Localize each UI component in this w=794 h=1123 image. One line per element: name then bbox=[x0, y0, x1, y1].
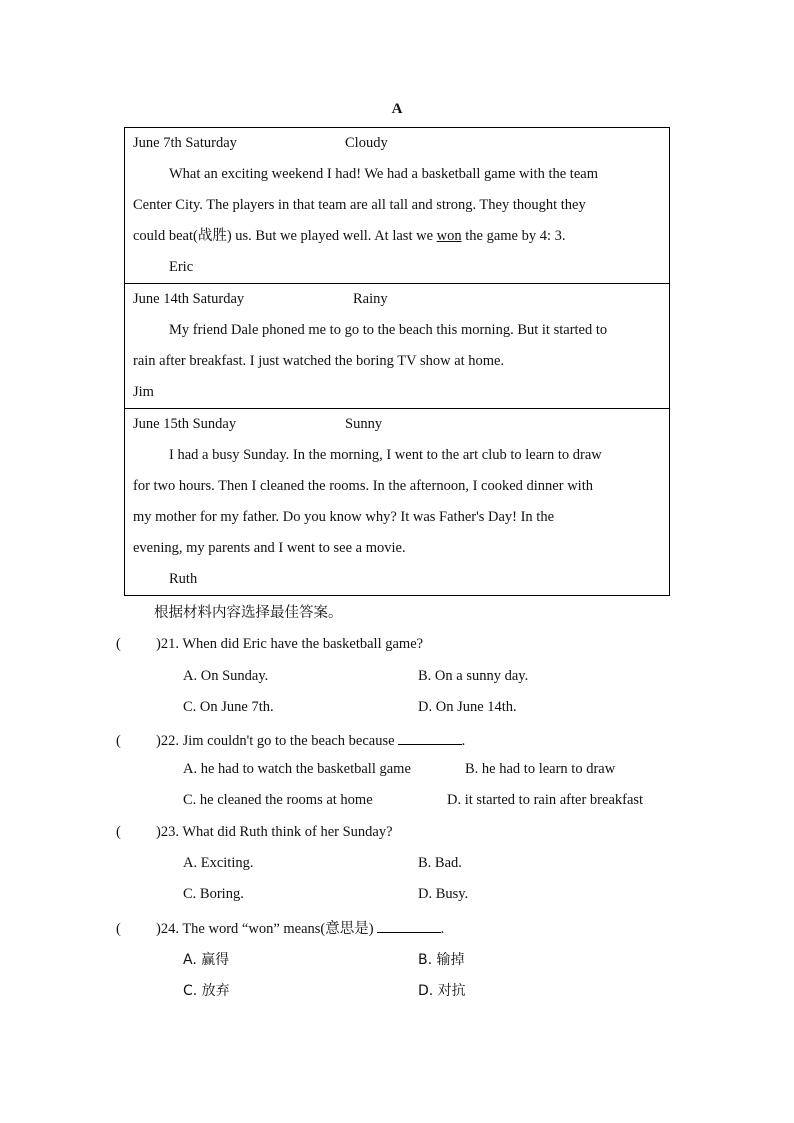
question-text: )22. Jim couldn't go to the beach because bbox=[156, 733, 395, 749]
entry-date: June 14th Saturday bbox=[133, 291, 245, 307]
answer-bracket: ( bbox=[116, 824, 121, 840]
question-23 bbox=[116, 824, 393, 841]
question-24 bbox=[116, 917, 444, 938]
entry-text-line: rain after breakfast. I just watched the boring TV show at home. bbox=[133, 353, 505, 369]
entry-weather: Rainy bbox=[353, 291, 388, 307]
diary-entry-ruth bbox=[125, 408, 669, 595]
entry-text-line: Center City. The players in that team are all tall and strong. They thought they bbox=[133, 197, 586, 213]
option-b: B. he had to learn to draw bbox=[465, 761, 616, 777]
instruction: 根据材料内容选择最佳答案。 bbox=[154, 605, 343, 621]
option-c: C. he cleaned the rooms at home bbox=[183, 792, 373, 808]
entry-text-line: I had a busy Sunday. In the morning, I went to the art club to learn to draw bbox=[169, 447, 602, 463]
option-c: C. 放弃 bbox=[183, 983, 230, 999]
option-b: B. On a sunny day. bbox=[418, 668, 529, 684]
entry-text-line: My friend Dale phoned me to go to the beach this morning. But it started to bbox=[169, 322, 608, 338]
section-letter: A bbox=[391, 101, 403, 117]
entry-text-fragment: could beat(战胜) us. But we played well. At last we bbox=[133, 228, 434, 244]
diary-entry-jim bbox=[125, 283, 669, 408]
option-b: B. 输掉 bbox=[418, 952, 465, 968]
entry-text-line: for two hours. Then I cleaned the rooms. In the afternoon, I cooked dinner with bbox=[133, 478, 593, 494]
option-c: C. Boring. bbox=[183, 886, 244, 902]
option-a: A. he had to watch the basketball game bbox=[183, 761, 411, 777]
option-a: A. 赢得 bbox=[183, 952, 230, 968]
entry-weather: Sunny bbox=[345, 416, 383, 432]
underlined-word-won: won bbox=[436, 228, 462, 244]
question-tail: . bbox=[440, 921, 445, 937]
question-22 bbox=[116, 730, 465, 750]
entry-text-line bbox=[133, 221, 661, 252]
entry-header bbox=[133, 284, 661, 315]
option-d: D. On June 14th. bbox=[418, 699, 517, 715]
option-a: A. On Sunday. bbox=[183, 668, 269, 684]
question-text: )21. When did Eric have the basketball game? bbox=[156, 636, 424, 652]
entry-weather: Cloudy bbox=[345, 135, 388, 151]
option-d: D. 对抗 bbox=[418, 983, 466, 999]
answer-bracket: ( bbox=[116, 733, 121, 749]
entry-header bbox=[133, 128, 661, 159]
entry-text-fragment: the game by 4: 3. bbox=[465, 228, 566, 244]
entry-signature: Ruth bbox=[169, 571, 198, 587]
answer-bracket: ( bbox=[116, 921, 121, 937]
question-text: )24. The word “won” means(意思是) bbox=[156, 921, 374, 937]
option-d: D. Busy. bbox=[418, 886, 469, 902]
question-tail: . bbox=[461, 733, 466, 749]
entry-date: June 7th Saturday bbox=[133, 135, 237, 151]
option-b: B. Bad. bbox=[418, 855, 462, 871]
option-c: C. On June 7th. bbox=[183, 699, 274, 715]
entry-signature: Eric bbox=[169, 259, 194, 275]
entry-signature: Jim bbox=[133, 384, 154, 400]
entry-text-line: What an exciting weekend I had! We had a basketball game with the team bbox=[169, 166, 598, 182]
question-text: )23. What did Ruth think of her Sunday? bbox=[156, 824, 393, 840]
entry-date: June 15th Sunday bbox=[133, 416, 237, 432]
entry-text-line: my mother for my father. Do you know why? It was Father's Day! In the bbox=[133, 509, 555, 525]
entry-header bbox=[133, 409, 661, 440]
answer-bracket: ( bbox=[116, 636, 121, 652]
answer-blank bbox=[398, 730, 462, 745]
diary-table bbox=[124, 127, 670, 596]
entry-text-line: evening, my parents and I went to see a movie. bbox=[133, 540, 406, 556]
option-d: D. it started to rain after breakfast bbox=[447, 792, 644, 808]
answer-blank bbox=[377, 918, 441, 933]
option-a: A. Exciting. bbox=[183, 855, 254, 871]
question-21 bbox=[116, 636, 423, 653]
diary-entry-eric bbox=[125, 128, 669, 283]
